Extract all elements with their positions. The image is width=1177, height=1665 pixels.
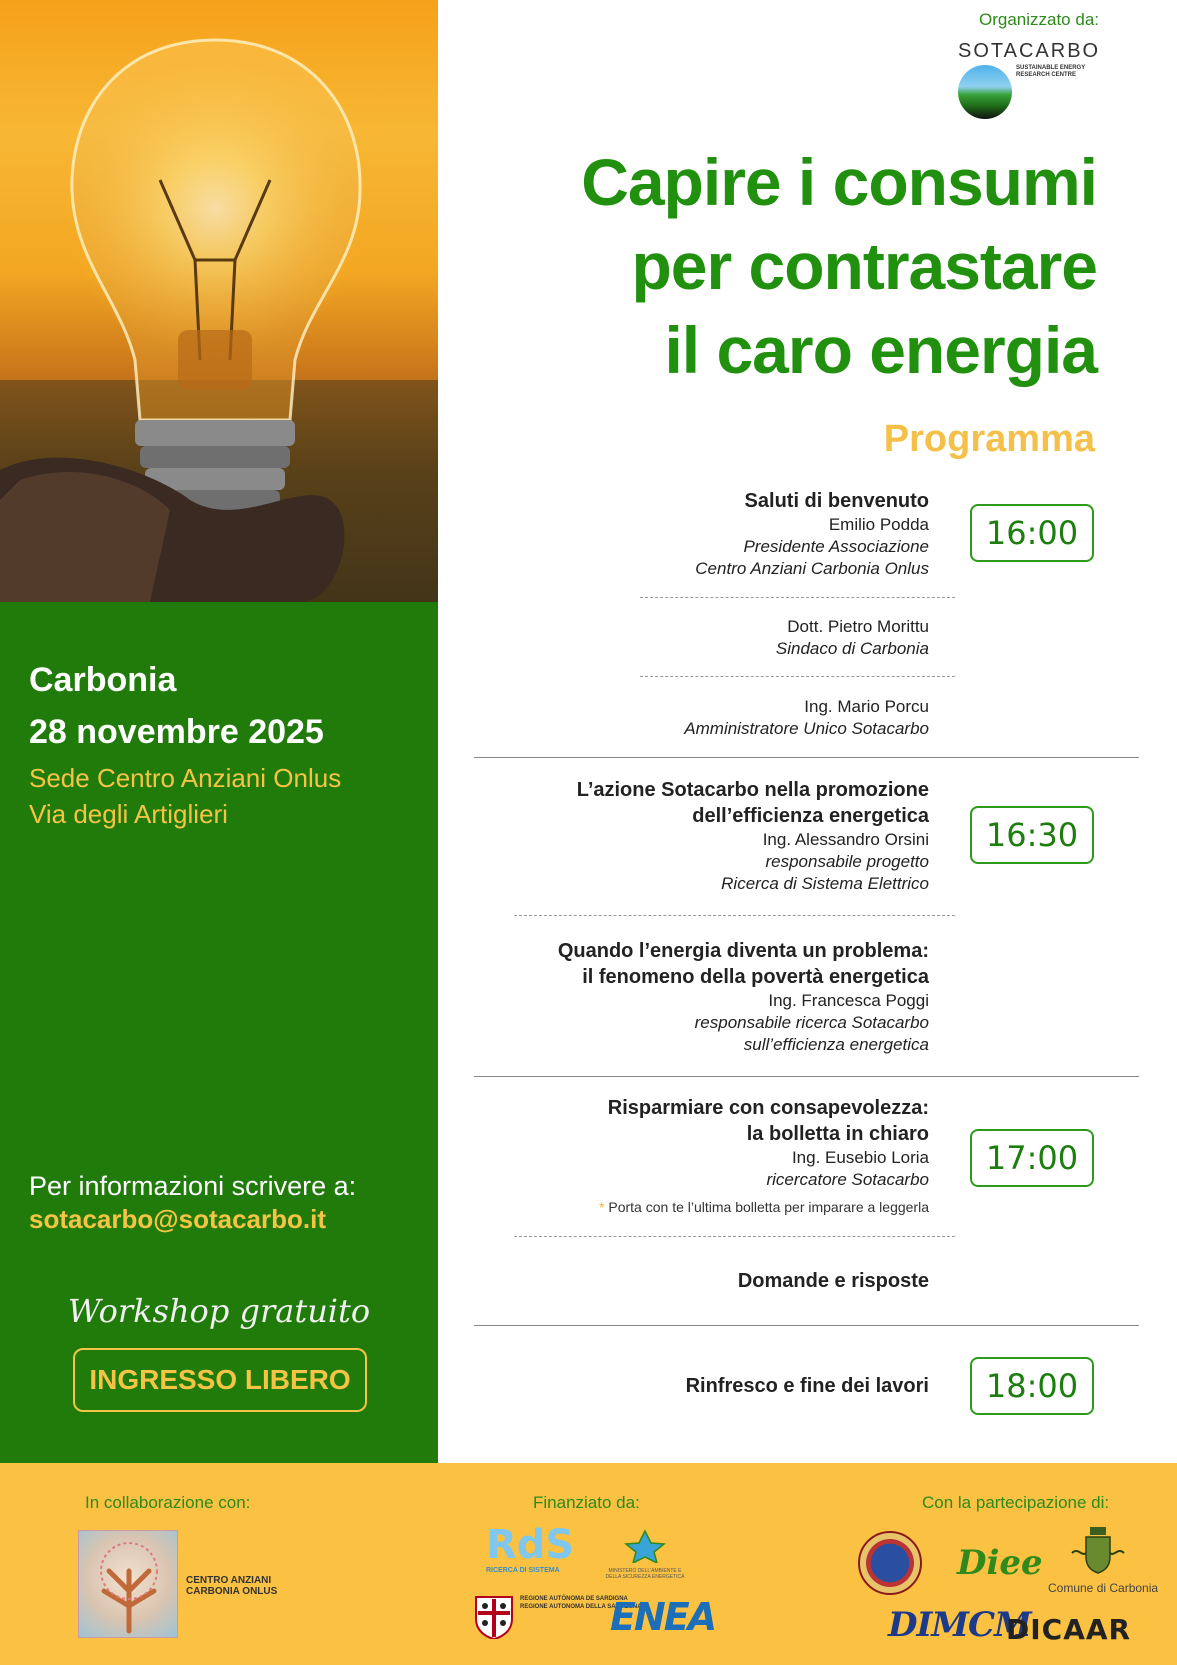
section-divider	[474, 1325, 1139, 1326]
rds-subtitle: RICERCA DI SISTEMA	[486, 1567, 560, 1574]
talk-title: la bolletta in chiaro	[746, 1123, 929, 1145]
event-venue	[29, 760, 341, 832]
speaker-role: Ricerca di Sistema Elettrico	[721, 874, 929, 893]
sotacarbo-wordmark: SOTACARBO	[958, 40, 1101, 62]
collab-name: CENTRO ANZIANI CARBONIA ONLUS	[186, 1575, 278, 1597]
event-city: Carbonia	[29, 661, 177, 699]
enea-logo: ENEA	[610, 1595, 716, 1639]
speaker-role: Centro Anziani Carbonia Onlus	[695, 559, 929, 578]
section-divider	[474, 757, 1139, 758]
talk-title: L’azione Sotacarbo nella promozione	[576, 779, 929, 801]
contact-email[interactable]: sotacarbo@sotacarbo.it	[29, 1204, 326, 1234]
partner-label: Con la partecipazione di:	[922, 1493, 1110, 1512]
page-title	[581, 140, 1097, 392]
talk-title: Risparmiare con consapevolezza:	[607, 1097, 929, 1119]
lightbulb-illustration	[0, 0, 438, 602]
rds-logo	[486, 1522, 575, 1583]
dashed-divider	[514, 1236, 955, 1237]
carbonia-crest-icon	[1068, 1523, 1128, 1579]
dashed-divider	[640, 597, 955, 598]
event-date: 28 novembre 2025	[29, 713, 324, 751]
talk-sotacarbo-admin	[684, 696, 929, 740]
free-entry-badge: INGRESSO LIBERO	[73, 1348, 367, 1412]
sotacarbo-globe-icon	[958, 65, 1012, 119]
diee-logo: Diee	[957, 1543, 1043, 1583]
venue-line-1: Sede Centro Anziani Onlus	[29, 763, 342, 793]
lightbulb-photo	[0, 0, 438, 602]
event-info-panel	[0, 602, 438, 1463]
bill-note	[599, 1199, 929, 1215]
time-badge-1700: 17:00	[970, 1129, 1094, 1187]
speaker-role: Presidente Associazione	[743, 537, 929, 556]
sardegna-crest-icon	[472, 1593, 516, 1639]
title-line-2: per contrastare	[631, 229, 1097, 303]
dimcm-logo: DIMCM	[888, 1605, 1031, 1645]
talk-closing	[686, 1373, 929, 1399]
ministry-logo	[600, 1529, 690, 1585]
talk-mayor	[776, 616, 929, 660]
region-name: REGIONE AUTÒNOMA DE SARDIGNA REGIONE AUTONOMA DELLA SARDEGNA	[520, 1596, 642, 1610]
collab-label: In collaborazione con:	[85, 1493, 251, 1512]
speaker-role: ricercatore Sotacarbo	[766, 1170, 929, 1189]
time-badge-1630: 16:30	[970, 806, 1094, 864]
speaker-name: Emilio Podda	[828, 515, 929, 534]
centro-anziani-logo	[78, 1530, 178, 1638]
title-line-3: il caro energia	[664, 313, 1097, 387]
footer-partners	[0, 1463, 1177, 1665]
star-icon	[600, 1529, 690, 1563]
comune-name: Comune di Carbonia	[1048, 1581, 1159, 1595]
speaker-role: Amministratore Unico Sotacarbo	[684, 719, 929, 738]
speaker-name: Ing. Mario Porcu	[804, 697, 929, 716]
talk-energy-poverty	[558, 938, 929, 1056]
dicaar-logo: DICAAR	[1006, 1613, 1132, 1646]
funded-label: Finanziato da:	[533, 1493, 640, 1512]
title-line-1: Capire i consumi	[581, 145, 1097, 219]
time-badge-1600: 16:00	[970, 504, 1094, 562]
speaker-name: Ing. Francesca Poggi	[768, 991, 929, 1010]
talk-title: Rinfresco e fine dei lavori	[685, 1375, 929, 1397]
time-badge-1800: 18:00	[970, 1357, 1094, 1415]
dashed-divider	[640, 676, 955, 677]
speaker-role: sull’efficienza energetica	[743, 1035, 929, 1054]
dashed-divider	[514, 915, 955, 916]
tree-icon	[79, 1531, 179, 1639]
organizer-label: Organizzato da:	[978, 10, 1099, 29]
section-divider	[474, 1076, 1139, 1077]
talk-welcome	[695, 488, 929, 580]
talk-title: dell’efficienza energetica	[692, 805, 929, 827]
speaker-name: Ing. Alessandro Orsini	[762, 830, 929, 849]
speaker-role: responsabile ricerca Sotacarbo	[694, 1013, 929, 1032]
talk-efficiency	[577, 777, 929, 895]
talk-bill	[608, 1095, 929, 1191]
talk-title: Quando l’energia diventa un problema:	[557, 940, 929, 962]
talk-title: Domande e risposte	[737, 1270, 929, 1292]
venue-line-2: Via degli Artiglieri	[29, 799, 228, 829]
rds-wordmark: RdS	[486, 1522, 575, 1568]
event-city-date	[29, 654, 324, 758]
talk-qa	[738, 1268, 929, 1294]
sotacarbo-logo	[958, 40, 1101, 124]
info-label: Per informazioni scrivere a:	[29, 1171, 357, 1201]
programma-heading: Programma	[883, 418, 1095, 460]
speaker-name: Dott. Pietro Morittu	[787, 617, 929, 636]
speaker-role: responsabile progetto	[765, 852, 929, 871]
sotacarbo-tagline: SUSTAINABLE ENERGY RESEARCH CENTRE	[1016, 65, 1086, 78]
speaker-role: Sindaco di Carbonia	[775, 639, 929, 658]
note-text: Porta con te l’ultima bolletta per imparare a leggerla	[608, 1199, 929, 1215]
talk-title: il fenomeno della povertà energetica	[582, 966, 929, 988]
talk-title: Saluti di benvenuto	[744, 490, 929, 512]
asterisk-icon: *	[599, 1199, 605, 1215]
speaker-name: Ing. Eusebio Loria	[791, 1148, 929, 1167]
workshop-label: Workshop gratuito	[67, 1292, 371, 1330]
university-seal-icon	[858, 1531, 922, 1595]
ministry-name: MINISTERO DELL'AMBIENTE E DELLA SICUREZZA ENERGETICA	[605, 1568, 685, 1580]
